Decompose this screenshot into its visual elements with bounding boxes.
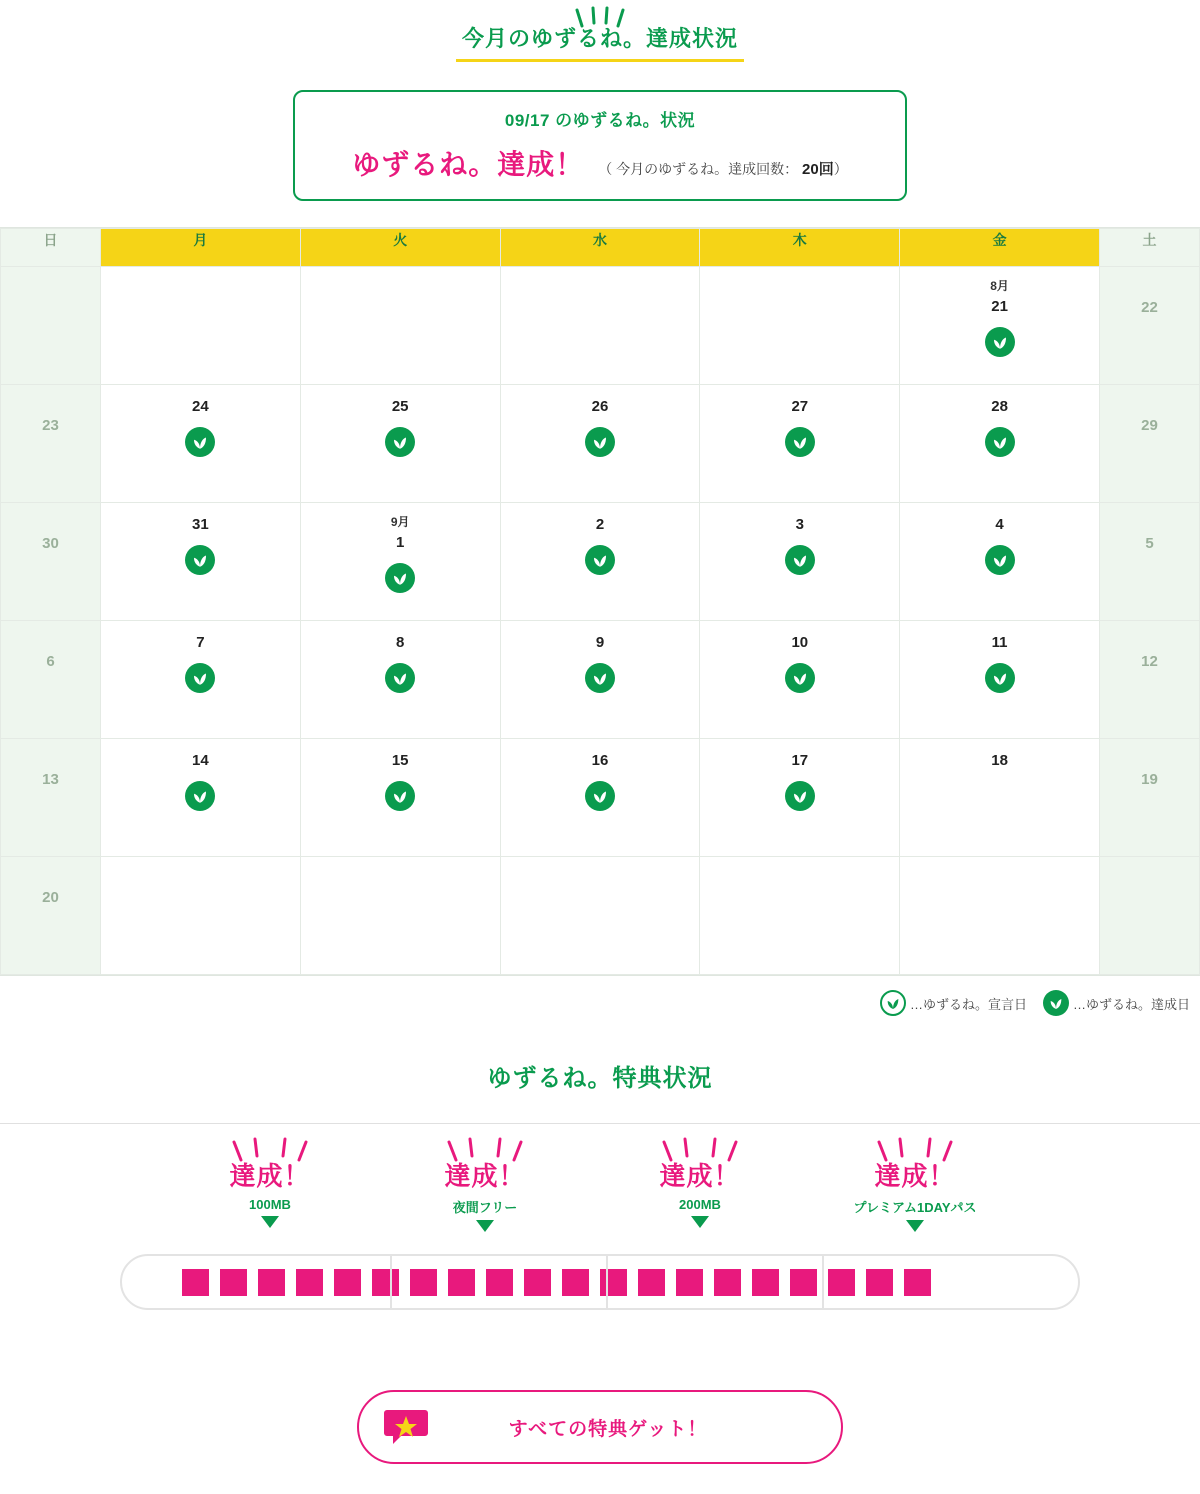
sprout-outline-icon — [880, 990, 906, 1016]
sprout-filled-icon — [385, 663, 415, 693]
calendar-cell-day — [101, 857, 301, 975]
sprout-filled-icon — [185, 545, 215, 575]
calendar-cell-day[interactable] — [300, 385, 500, 503]
progress-block — [828, 1269, 855, 1296]
calendar-cell-outside[interactable]: 6 — [1, 621, 101, 739]
page-header — [0, 0, 1200, 62]
progress-divider — [606, 1256, 608, 1308]
calendar-cell-outside — [1, 267, 101, 385]
star-speech-bubble-icon — [383, 1407, 429, 1447]
sprout-filled-icon — [185, 781, 215, 811]
calendar-table — [0, 228, 1200, 975]
calendar-cell-day[interactable] — [101, 385, 301, 503]
calendar-cell-day[interactable] — [101, 621, 301, 739]
progress-block — [296, 1269, 323, 1296]
benefit-achieve-text: 達成！ — [229, 1161, 311, 1191]
status-count-prefix: （ 今月のゆずるね。達成回数： — [598, 161, 799, 177]
calendar-day-number: 27 — [791, 398, 809, 415]
sprout-filled-icon — [785, 427, 815, 457]
calendar-legend — [0, 976, 1200, 1028]
progress-block — [904, 1269, 931, 1296]
progress-divider — [390, 1256, 392, 1308]
sprout-filled-icon — [585, 427, 615, 457]
calendar-cell-day[interactable] — [900, 385, 1100, 503]
progress-block — [790, 1269, 817, 1296]
benefit-marker — [600, 1136, 800, 1228]
calendar-cell-outside[interactable]: 30 — [1, 503, 101, 621]
calendar-header-sun: 日 — [1, 229, 101, 267]
calendar-day-number: 18 — [991, 752, 1008, 769]
status-count-text — [598, 158, 847, 179]
calendar-week-row — [1, 385, 1200, 503]
sprout-filled-icon — [585, 663, 615, 693]
progress-divider — [822, 1256, 824, 1308]
sprout-filled-icon — [785, 663, 815, 693]
calendar-day-number: 1 — [396, 534, 405, 551]
calendar-cell-outside[interactable]: 22 — [1100, 267, 1200, 385]
calendar-cell-day — [700, 857, 900, 975]
calendar-week-row — [1, 739, 1200, 857]
calendar-cell-day — [900, 857, 1100, 975]
calendar-day-number: 25 — [391, 398, 409, 415]
page-title-text: 今月のゆずるね。達成状況 — [461, 26, 738, 51]
daily-status-card — [293, 90, 907, 201]
sprout-filled-icon — [385, 781, 415, 811]
benefit-section-title: ゆずるね。特典状況 — [487, 1065, 713, 1092]
get-all-benefits-button[interactable] — [357, 1390, 843, 1464]
calendar-cell-day[interactable] — [900, 739, 1100, 857]
calendar-header-mon: 月 — [101, 229, 301, 267]
sprout-filled-icon — [1043, 990, 1069, 1016]
calendar-cell-day[interactable] — [500, 621, 700, 739]
calendar-cell-day[interactable] — [900, 503, 1100, 621]
progress-block — [676, 1269, 703, 1296]
calendar-day-number: 11 — [991, 634, 1008, 651]
progress-block — [182, 1269, 209, 1296]
benefit-achieve-text: 達成！ — [444, 1161, 526, 1191]
calendar-cell-day[interactable] — [700, 621, 900, 739]
calendar-cell-outside — [1100, 857, 1200, 975]
sparkle-icon — [385, 1136, 585, 1162]
status-count-suffix: ） — [833, 161, 848, 177]
legend-declared-label: …ゆずるね。宣言日 — [909, 996, 1027, 1012]
calendar-day-number: 10 — [791, 634, 809, 651]
calendar-cell-day[interactable] — [500, 385, 700, 503]
cta-container — [0, 1390, 1200, 1494]
calendar-day-number: 16 — [591, 752, 609, 769]
calendar-header-thu: 木 — [700, 229, 900, 267]
status-count-value: 20回 — [802, 161, 834, 178]
calendar-cell-day — [500, 857, 700, 975]
benefit-achieve-text: 達成！ — [874, 1161, 956, 1191]
sprout-filled-icon — [185, 427, 215, 457]
calendar-cell-outside[interactable]: 29 — [1100, 385, 1200, 503]
calendar-day-number: 8 — [396, 634, 405, 651]
status-card-container — [0, 90, 1200, 201]
sprout-filled-icon — [385, 563, 415, 593]
progress-bar-container — [0, 1254, 1200, 1310]
calendar-day-number: 21 — [991, 298, 1008, 315]
calendar-header-tue: 火 — [300, 229, 500, 267]
calendar-day-number: 4 — [995, 516, 1004, 533]
progress-block — [752, 1269, 779, 1296]
legend-achieved — [1043, 990, 1190, 1016]
benefit-label: 夜間フリー — [452, 1199, 518, 1215]
benefit-achieve-text: 達成！ — [659, 1161, 741, 1191]
calendar-cell-outside[interactable]: 5 — [1100, 503, 1200, 621]
calendar-cell-day[interactable] — [700, 503, 900, 621]
calendar-week-row — [1, 621, 1200, 739]
calendar-cell-day — [700, 267, 900, 385]
benefit-marker — [815, 1136, 1015, 1232]
benefit-progress-area — [0, 1124, 1200, 1354]
calendar-cell-day[interactable] — [700, 739, 900, 857]
sparkle-icon — [570, 6, 630, 28]
calendar-day-number: 31 — [192, 516, 209, 533]
legend-achieved-label: …ゆずるね。達成日 — [1072, 996, 1190, 1012]
progress-bar — [120, 1254, 1080, 1310]
progress-block — [600, 1269, 627, 1296]
progress-block — [714, 1269, 741, 1296]
progress-blocks — [134, 1269, 931, 1296]
calendar-cell-outside[interactable]: 13 — [1, 739, 101, 857]
calendar-cell-day[interactable] — [101, 503, 301, 621]
calendar-cell-outside[interactable]: 20 — [1, 857, 101, 975]
marker-arrow-icon — [691, 1216, 709, 1228]
progress-block — [638, 1269, 665, 1296]
calendar-day-number: 28 — [991, 398, 1008, 415]
benefit-marker — [385, 1136, 585, 1232]
sparkle-icon — [600, 1136, 800, 1162]
calendar-cell-day[interactable] — [500, 503, 700, 621]
progress-block — [562, 1269, 589, 1296]
calendar-cell-outside[interactable]: 19 — [1100, 739, 1200, 857]
calendar-cell-outside[interactable]: 23 — [1, 385, 101, 503]
benefit-label: 100MB — [249, 1196, 291, 1212]
calendar-body — [1, 267, 1200, 975]
benefit-label: プレミアム1DAYパス — [853, 1199, 977, 1215]
page-title — [456, 22, 744, 62]
calendar-week-row — [1, 503, 1200, 621]
calendar-cell-day[interactable] — [900, 621, 1100, 739]
calendar-week-row — [1, 267, 1200, 385]
calendar-cell-day[interactable] — [300, 621, 500, 739]
benefit-markers — [0, 1124, 1200, 1254]
marker-arrow-icon — [906, 1220, 924, 1232]
progress-block — [486, 1269, 513, 1296]
sprout-filled-icon — [185, 663, 215, 693]
calendar-cell-day[interactable] — [700, 385, 900, 503]
sprout-filled-icon — [785, 781, 815, 811]
progress-block — [524, 1269, 551, 1296]
calendar-header-sat: 土 — [1100, 229, 1200, 267]
progress-block — [448, 1269, 475, 1296]
calendar-day-number: 14 — [192, 752, 209, 769]
status-main-row — [305, 143, 895, 183]
benefit-label: 200MB — [679, 1196, 721, 1212]
achievement-calendar — [0, 227, 1200, 976]
calendar-header-wed: 水 — [500, 229, 700, 267]
status-achievement-text: ゆずるね。達成！ — [352, 149, 585, 180]
benefit-marker — [170, 1136, 370, 1228]
cta-label: すべての特典ゲット！ — [508, 1418, 708, 1440]
sprout-filled-icon — [985, 327, 1015, 357]
progress-block — [334, 1269, 361, 1296]
legend-declared — [880, 990, 1027, 1016]
calendar-day-number: 26 — [591, 398, 609, 415]
calendar-day-number: 2 — [595, 516, 605, 533]
calendar-day-number: 24 — [192, 398, 209, 415]
calendar-cell-day — [500, 267, 700, 385]
sprout-filled-icon — [785, 545, 815, 575]
calendar-month-label: 8月 — [990, 279, 1009, 293]
calendar-cell-day[interactable] — [300, 503, 500, 621]
progress-block — [258, 1269, 285, 1296]
sparkle-icon — [170, 1136, 370, 1162]
calendar-cell-day — [101, 267, 301, 385]
calendar-cell-day[interactable] — [101, 739, 301, 857]
calendar-week-row — [1, 857, 1200, 975]
calendar-cell-outside[interactable]: 12 — [1100, 621, 1200, 739]
calendar-month-label: 9月 — [390, 515, 410, 529]
sprout-filled-icon — [985, 545, 1015, 575]
calendar-header-row — [1, 229, 1200, 267]
sparkle-icon — [815, 1136, 1015, 1162]
progress-block — [410, 1269, 437, 1296]
sprout-filled-icon — [985, 427, 1015, 457]
sprout-filled-icon — [985, 663, 1015, 693]
calendar-header-fri: 金 — [900, 229, 1100, 267]
sprout-filled-icon — [585, 545, 615, 575]
sprout-filled-icon — [385, 427, 415, 457]
calendar-day-number: 17 — [791, 752, 809, 769]
calendar-cell-day[interactable] — [500, 739, 700, 857]
calendar-cell-day[interactable] — [300, 739, 500, 857]
calendar-day-number: 3 — [795, 516, 804, 533]
sprout-filled-icon — [585, 781, 615, 811]
calendar-cell-day[interactable] — [900, 267, 1100, 385]
calendar-day-number: 15 — [391, 752, 409, 769]
calendar-day-number: 7 — [196, 634, 205, 651]
marker-arrow-icon — [476, 1220, 494, 1232]
calendar-cell-day — [300, 857, 500, 975]
calendar-cell-day — [300, 267, 500, 385]
calendar-day-number: 9 — [595, 634, 605, 651]
status-date-line: 09/17 のゆずるね。状況 — [504, 111, 696, 130]
marker-arrow-icon — [261, 1216, 279, 1228]
progress-block — [220, 1269, 247, 1296]
progress-block — [866, 1269, 893, 1296]
progress-block — [372, 1269, 399, 1296]
